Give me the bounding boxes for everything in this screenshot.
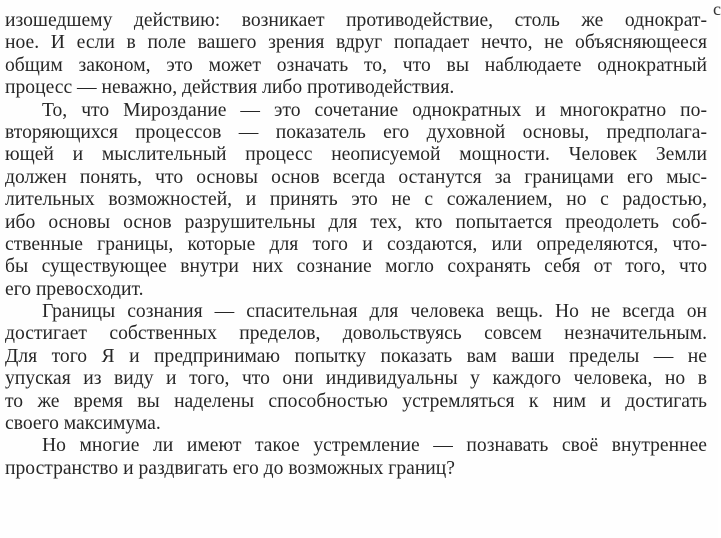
paragraph-2-line-6: ибо основы основ разрушительны для тех, кто попытается преодолеть соб- — [5, 211, 707, 233]
paragraph-3-line-3: Для того Я и предпринимаю попытку показать вам ваши пределы — не — [5, 345, 707, 367]
paragraph-2-line-4: должен понять, что основы основ всегда останутся за границами его мыс- — [5, 166, 707, 188]
paragraph-2-line-1: То, что Мироздание — это сочетание однократных и многократно по- — [42, 99, 707, 121]
paragraph-3-line-2: достигает собственных пределов, довольствуясь совсем незначительным. — [5, 323, 707, 345]
paragraph-1-line-4: процесс — неважно, действия либо противодействия. — [5, 77, 455, 99]
paragraph-1-line-2: ное. И если в поле вашего зрения вдруг попадает нечто, не объясняющееся — [5, 32, 707, 54]
page-edge-glyph: с — [713, 0, 721, 19]
paragraph-1-line-1: изошедшему действию: возникает противодействие, столь же однократ- — [5, 10, 707, 31]
paragraph-3-line-1: Границы сознания — спасительная для человека вещь. Но не всегда он — [42, 301, 707, 323]
paragraph-4-line-1: Но многие ли имеют такое устремление — познавать своё внутреннее — [42, 435, 707, 457]
paragraph-3-line-5: то же время вы наделены способностью устремляться к ним и достигать — [5, 390, 707, 412]
paragraph-2-line-8: бы существующее внутри них сознание могло сохранять себя от того, что — [5, 256, 707, 278]
paragraph-3-line-6: своего максимума. — [5, 413, 161, 435]
paragraph-3-line-4: упуская из виду и того, что они индивидуальны у каждого человека, но в — [5, 368, 707, 390]
paragraph-2-line-7: ственные границы, которые для того и создаются, или определяются, что- — [5, 233, 707, 255]
body-text — [5, 10, 707, 480]
paragraph-4-line-2: пространство и раздвигать его до возможных границ? — [5, 457, 455, 479]
paragraph-2-line-3: ющей и мыслительный процесс неописуемой мощности. Человек Земли — [5, 144, 707, 166]
paragraph-2-line-2: вторяющихся процессов — показатель его духовной основы, предполага- — [5, 121, 707, 143]
paragraph-1-line-3: общим законом, это может означать то, что вы наблюдаете однократный — [5, 54, 707, 76]
paragraph-2-line-9: его превосходит. — [5, 278, 144, 300]
paragraph-2-line-5: лительных возможностей, и принять это не с сожалением, но с радостью, — [5, 189, 707, 211]
